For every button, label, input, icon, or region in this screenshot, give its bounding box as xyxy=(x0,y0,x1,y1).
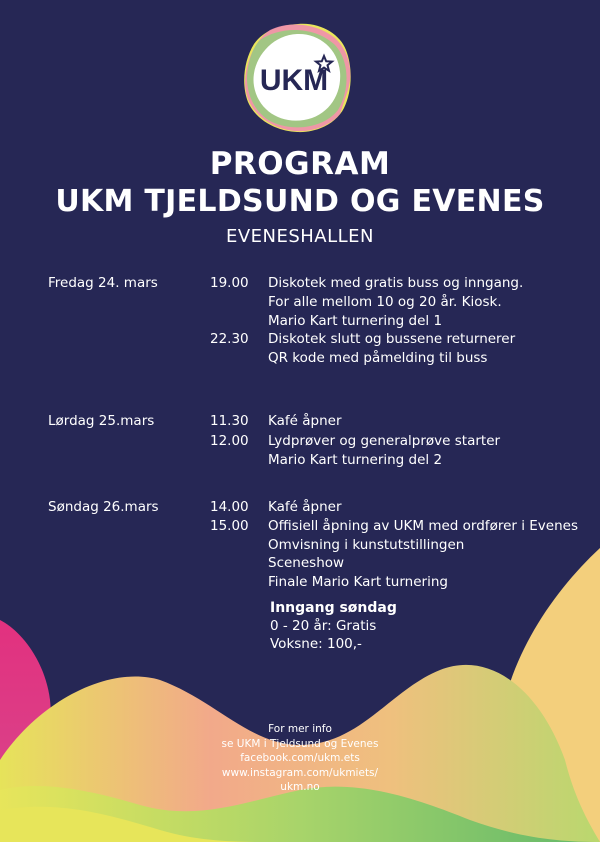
time-slot: 11.30 xyxy=(210,413,249,429)
program-line: Diskotek slutt og bussene returnerer xyxy=(268,331,516,347)
program-line: Diskotek med gratis buss og inngang. xyxy=(268,275,524,291)
footer-facebook-link[interactable]: facebook.com/ukm.ets xyxy=(240,752,360,764)
page-subtitle: UKM TJELDSUND OG EVENES xyxy=(55,184,545,219)
program-line: Finale Mario Kart turnering xyxy=(268,574,448,590)
entry-line: Voksne: 100,- xyxy=(270,636,362,652)
time-slot: 14.00 xyxy=(210,499,249,515)
program-line: Omvisning i kunstutstillingen xyxy=(268,537,465,553)
day-label-sunday: Søndag 26.mars xyxy=(48,499,159,515)
footer-line: se UKM i Tjeldsund og Evenes xyxy=(221,737,379,750)
time-slot: 19.00 xyxy=(210,275,249,291)
footer-instagram-link[interactable]: www.instagram.com/ukmiets/ xyxy=(221,766,379,779)
ukm-logo xyxy=(240,20,355,135)
day-label-friday: Fredag 24. mars xyxy=(48,275,158,291)
footer-info xyxy=(0,722,600,795)
logo-text: UKM xyxy=(259,64,329,97)
program-line: Kafé åpner xyxy=(268,499,342,515)
time-slot: 22.30 xyxy=(210,331,249,347)
time-slot: 12.00 xyxy=(210,433,249,449)
program-line: Mario Kart turnering del 2 xyxy=(268,452,443,468)
entry-line: 0 - 20 år: Gratis xyxy=(270,618,377,634)
day-label-saturday: Lørdag 25.mars xyxy=(48,413,155,429)
program-line: Mario Kart turnering del 1 xyxy=(268,313,443,329)
program-line: QR kode med påmelding til buss xyxy=(268,350,488,366)
footer-website-link[interactable]: ukm.no xyxy=(280,781,320,793)
time-slot: 15.00 xyxy=(210,518,249,534)
entry-title: Inngang søndag xyxy=(270,600,397,616)
program-line: Lydprøver og generalprøve starter xyxy=(268,433,501,449)
venue-name: EVENESHALLEN xyxy=(225,226,375,247)
program-line: For alle mellom 10 og 20 år. Kiosk. xyxy=(268,294,502,310)
page-title: PROGRAM xyxy=(209,146,391,182)
program-line: Kafé åpner xyxy=(268,413,342,429)
program-line: Sceneshow xyxy=(268,555,345,571)
footer-line: For mer info xyxy=(268,723,332,735)
program-line: Offisiell åpning av UKM med ordfører i Evenes xyxy=(268,518,578,534)
